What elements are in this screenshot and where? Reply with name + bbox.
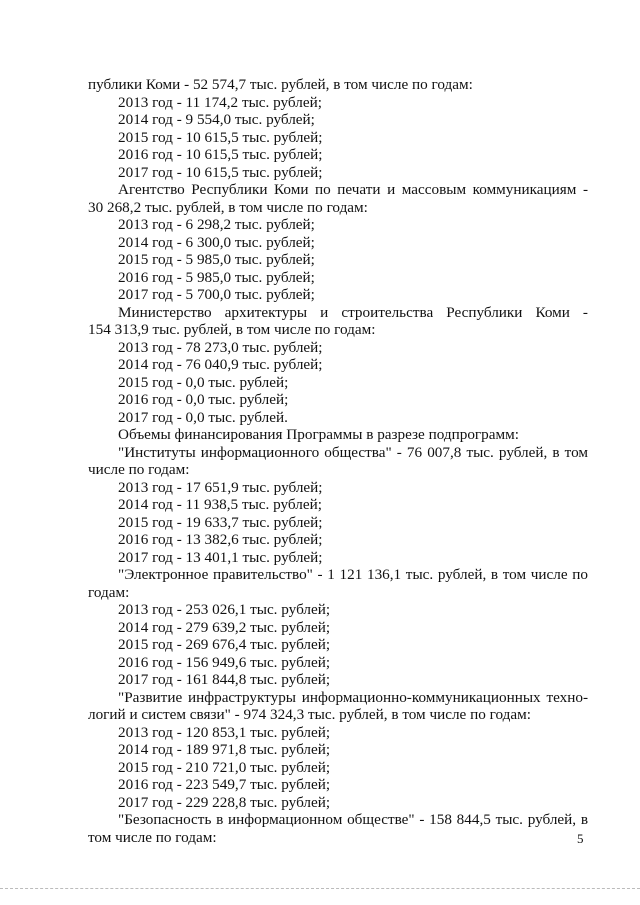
text-line: 2014 год - 9 554,0 тыс. рублей; [118,111,315,128]
text-line: 2017 год - 13 401,1 тыс. рублей; [118,548,323,566]
text-line: 2015 год - 19 633,7 тыс. рублей; [118,513,323,531]
text-line: 2016 год - 13 382,6 тыс. рублей; [118,531,323,548]
text-line: 2014 год - 6 300,0 тыс. рублей; [118,233,315,251]
text-line: 2017 год - 229 228,8 тыс. рублей; [118,793,331,811]
text-line: 2013 год - 78 273,0 тыс. рублей; [118,338,323,356]
text-line: числе по годам: [88,461,190,478]
text-line: 2015 год - 0,0 тыс. рублей; [118,373,289,391]
text-line: 2013 год - 11 174,2 тыс. рублей; [118,93,322,111]
text-line: 2017 год - 10 615,5 тыс. рублей; [118,163,323,181]
page-number: 5 [577,831,584,846]
text-line: публики Коми - 52 574,7 тыс. рублей, в том числе по годам: [88,76,473,93]
text-line: "Развитие инфраструктуры информационно-коммуникационных техно- [118,688,588,706]
text-line: 30 268,2 тыс. рублей, в том числе по годам: [88,198,368,216]
text-line: 2013 год - 17 651,9 тыс. рублей; [118,478,323,496]
scan-edge-divider [0,888,640,889]
text-line: 2013 год - 6 298,2 тыс. рублей; [118,216,315,233]
body-text [88,76,588,846]
text-line: 2016 год - 0,0 тыс. рублей; [118,391,289,408]
text-line: 2015 год - 210 721,0 тыс. рублей; [118,758,331,776]
text-line: 2016 год - 5 985,0 тыс. рублей; [118,268,315,286]
text-line: Министерство архитектуры и строительства Республики Коми - [118,303,588,321]
text-line: "Безопасность в информационном обществе" - 158 844,5 тыс. рублей, в [118,811,588,828]
text-line: 2016 год - 10 615,5 тыс. рублей; [118,146,323,163]
text-line: Агентство Республики Коми по печати и массовым коммуникациям - [118,181,588,198]
text-line: годам: [88,583,130,601]
text-line: 2017 год - 5 700,0 тыс. рублей; [118,286,315,303]
text-line: 2015 год - 5 985,0 тыс. рублей; [118,251,315,268]
text-line: том числе по годам: [88,828,217,846]
text-line: 2016 год - 156 949,6 тыс. рублей; [118,653,331,671]
text-line: 2014 год - 189 971,8 тыс. рублей; [118,741,331,758]
text-line: 2017 год - 0,0 тыс. рублей. [118,408,288,426]
text-line: 2013 год - 120 853,1 тыс. рублей; [118,723,331,741]
text-line: 2013 год - 253 026,1 тыс. рублей; [118,601,331,618]
text-line: 2016 год - 223 549,7 тыс. рублей; [118,776,331,793]
text-line: 2014 год - 76 040,9 тыс. рублей; [118,356,323,373]
text-line: 2014 год - 279 639,2 тыс. рублей; [118,618,331,636]
text-line: 2015 год - 10 615,5 тыс. рублей; [118,128,323,146]
text-line: 2015 год - 269 676,4 тыс. рублей; [118,636,331,653]
text-line: Объемы финансирования Программы в разрезе подпрограмм: [118,426,519,443]
text-line: "Институты информационного общества" - 76 007,8 тыс. рублей, в том [118,443,588,461]
text-line: логий и систем связи" - 974 324,3 тыс. рублей, в том числе по годам: [88,706,531,723]
text-line: "Электронное правительство" - 1 121 136,1 тыс. рублей, в том числе по [118,566,588,583]
text-line: 154 313,9 тыс. рублей, в том числе по годам: [88,321,376,338]
text-line: 2017 год - 161 844,8 тыс. рублей; [118,671,331,688]
text-line: 2014 год - 11 938,5 тыс. рублей; [118,496,322,513]
